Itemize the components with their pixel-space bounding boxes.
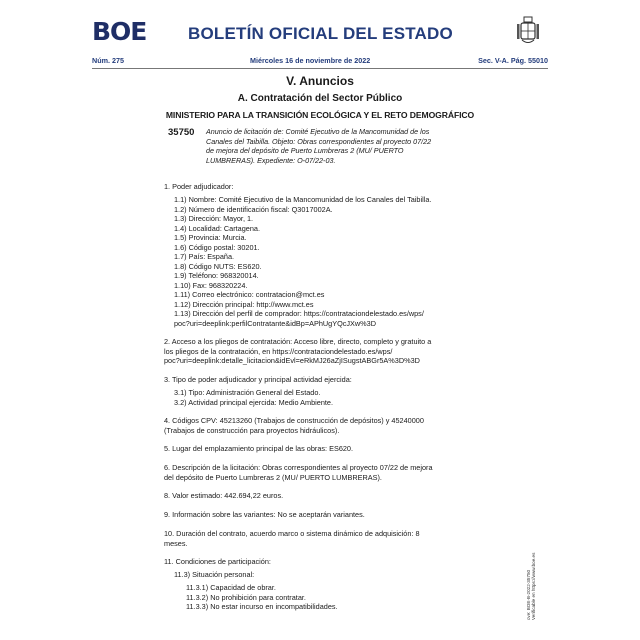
issue-number: Núm. 275: [92, 56, 124, 65]
body-line: 1.9) Teléfono: 968320014.: [174, 271, 259, 280]
announcement-line: Canales del Taibilla. Objeto: Obras correspondientes al proyecto 07/22: [206, 136, 432, 146]
body-line: 5. Lugar del emplazamiento principal de las obras: ES620.: [164, 444, 354, 453]
body-line: 3.2) Actividad principal ejercida: Medio Ambiente.: [174, 397, 333, 407]
body-line: 10. Duración del contrato, acuerdo marco o sistema dinámico de adquisición: 8: [164, 529, 420, 538]
section-page: Sec. V-A. Pág. 55010: [478, 56, 548, 65]
body-line: poc?uri=deeplink:detalle_licitacion&idEvl=eRkMJ26aZjISugstABGr5A%3D%3D: [164, 356, 420, 365]
body-line: 1.3) Dirección: Mayor, 1.: [174, 214, 254, 223]
body-line: 11.3.1) Capacidad de obrar.: [186, 583, 276, 592]
verification-margin: [526, 540, 538, 620]
body-line: 1.13) Dirección del perfil de comprador: https://contrataciondelestado.es/wps/: [174, 309, 424, 318]
issue-meta-bar: [92, 56, 548, 69]
body-line: 11.3.2) No prohibición para contratar.: [186, 592, 306, 602]
body-line: 1.6) Código postal: 30201.: [174, 242, 260, 252]
body-line: 11.3) Situación personal:: [174, 570, 255, 579]
body-line: 1.2) Número de identificación fiscal: Q3017002A.: [174, 204, 333, 214]
cve-code: cve: BOE-B-2022-35750: [526, 569, 531, 620]
body-line: 1.4) Localidad: Cartagena.: [174, 223, 260, 233]
body-line: 9. Información sobre las variantes: No se aceptarán variantes.: [164, 510, 365, 519]
body-line: 3. Tipo de poder adjudicador y principal actividad ejercida:: [164, 375, 352, 384]
body-line: 8. Valor estimado: 442.694,22 euros.: [164, 491, 284, 500]
body-line: 1.12) Dirección principal: http://www.mct.es: [174, 299, 314, 309]
body-line: 4. Códigos CPV: 45213260 (Trabajos de construcción de depósitos) y 45240000: [164, 416, 424, 425]
issue-date: Miércoles 16 de noviembre de 2022: [250, 56, 371, 65]
body-line: 1.10) Fax: 968320224.: [174, 280, 248, 290]
announcement-line: LUMBRERAS). Expediente: O-07/22-03.: [206, 155, 336, 165]
body-line: 1.5) Provincia: Murcia.: [174, 233, 247, 242]
subsection-heading: A. Contratación del Sector Público: [237, 93, 403, 104]
body-line: 11.3.3) No estar incurso en incompatibilidades.: [186, 602, 338, 611]
body-line: (Trabajos de construcción para proyectos hidráulicos).: [164, 425, 340, 435]
announcement-line: Anuncio de licitación de: Comité Ejecutivo de la Mancomunidad de los: [206, 127, 430, 136]
coat-of-arms-icon: [516, 16, 540, 46]
verification-url: Verificable en https://www.boe.es: [531, 552, 536, 620]
body-line: los pliegos de la contratación, en https://contrataciondelestado.es/wps/: [164, 346, 393, 356]
section-heading: V. Anuncios: [286, 74, 354, 88]
body-line: 6. Descripción de la licitación: Obras correspondientes al proyecto 07/22 de mejora: [164, 463, 433, 472]
body-line: 1.11) Correo electrónico: contratacion@mct.es: [174, 290, 325, 299]
announcement-number: 35750: [168, 127, 195, 138]
announcement-summary: [206, 127, 468, 165]
body-line: 1.7) País: España.: [174, 252, 235, 261]
body-line: 1.1) Nombre: Comité Ejecutivo de la Mancomunidad de los Canales del Taibilla.: [174, 195, 432, 204]
body-line: 3.1) Tipo: Administración General del Estado.: [174, 388, 321, 397]
body-line: 1. Poder adjudicador:: [164, 182, 234, 191]
body-line: meses.: [164, 538, 188, 548]
announcement-line: de mejora del depósito de Puerto Lumbreras 2 (MU/ PUERTO: [206, 146, 404, 156]
body-line: 11. Condiciones de participación:: [164, 557, 271, 566]
ministry-heading: MINISTERIO PARA LA TRANSICIÓN ECOLÓGICA Y EL RETO DEMOGRÁFICO: [165, 110, 475, 120]
bulletin-title: BOLETÍN OFICIAL DEL ESTADO: [188, 24, 453, 43]
document-header: [92, 16, 540, 48]
body-line: 1.8) Código NUTS: ES620.: [174, 261, 262, 271]
body-line: del depósito de Puerto Lumbreras 2 (MU/ PUERTO LUMBRERAS).: [164, 472, 382, 482]
body-line: poc?uri=deeplink:perfilContratante&idBp=APhUgYQcJXw%3D: [174, 318, 376, 328]
boe-logo: BOE: [92, 17, 147, 46]
body-line: 2. Acceso a los pliegos de contratación: Acceso libre, directo, completo y gratuito a: [164, 337, 432, 346]
